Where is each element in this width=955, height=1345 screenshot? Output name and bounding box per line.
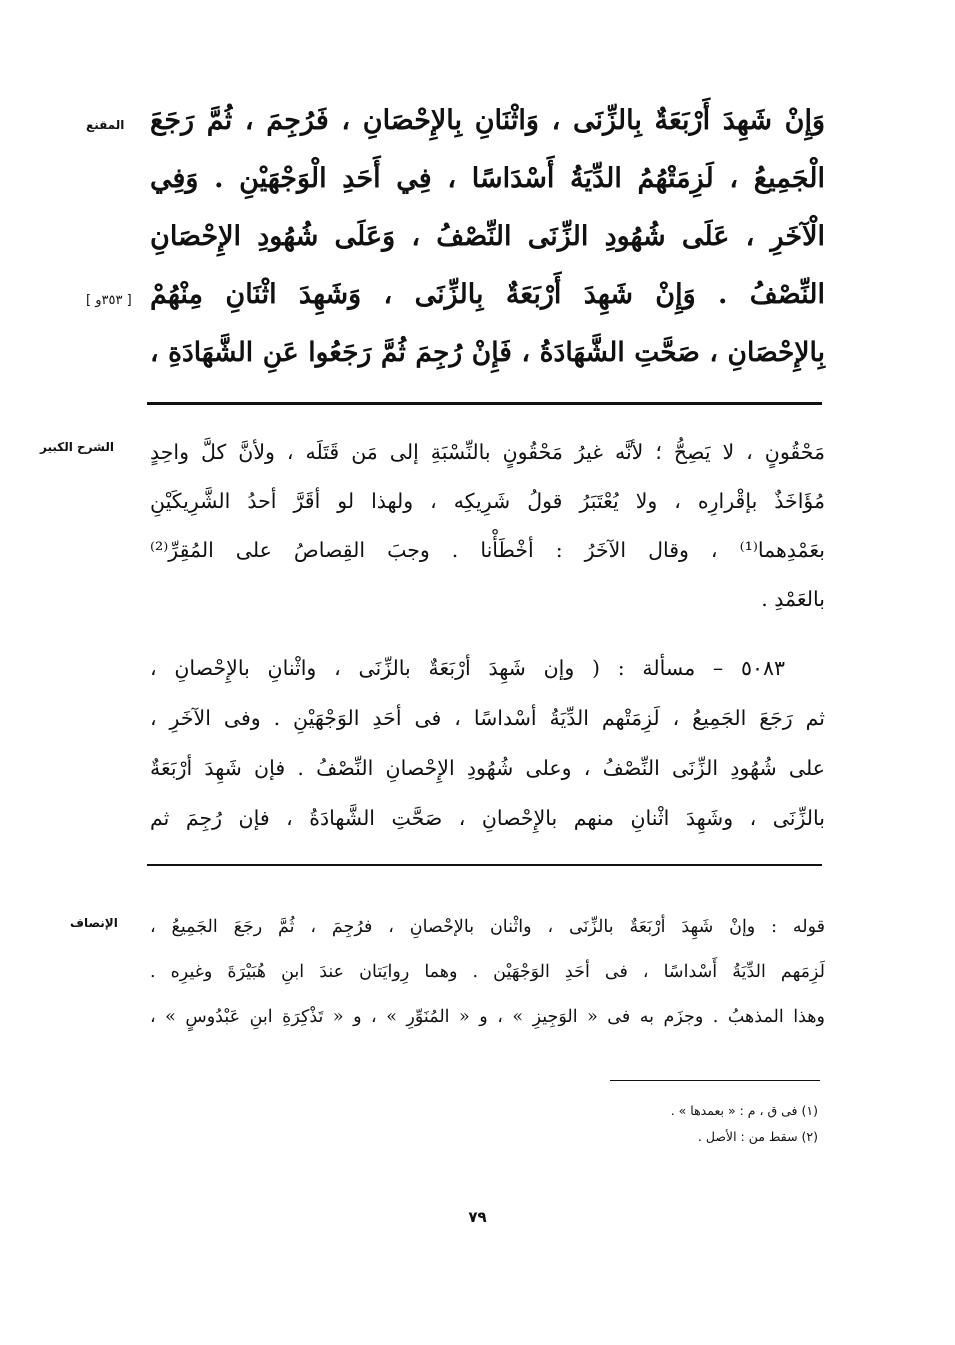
masala-line: ٥٠٨٣ – مسألة : ( وإن شَهِدَ أرْبَعَةٌ بالزِّنَى ، واثْنانِ بالإِحْصانِ ، <box>150 656 785 680</box>
masala-line: على شُهُودِ الزِّنَى النِّصْفُ ، وعلى شُهُودِ الإِحْصانِ النِّصْفُ . فإن شَهِدَ أرْبَعَةٌ <box>150 756 825 780</box>
section-divider <box>147 402 822 405</box>
muqni-line: وَإِنْ شَهِدَ أَرْبَعَةٌ بِالزِّنَى ، وَاثْنَانِ بِالإِحْصَانِ ، فَرُجِمَ ، ثُمَّ رَجَعَ <box>150 105 825 136</box>
masala-line: ثم رَجَعَ الجَمِيعُ ، لَزِمَتْهم الدِّيَةُ أسْداسًا ، فى أحَدِ الوَجْهَيْنِ . وفى الآخَرِ ، <box>150 706 825 730</box>
muqni-line: الْجَمِيعُ ، لَزِمَتْهُمُ الدِّيَةُ أَسْدَاسًا ، فِي أَحَدِ الْوَجْهَيْنِ . وَفِي <box>150 163 825 194</box>
insaf-line: وهذا المذهبُ . وجزَم به فى « الوَجِيزِ » ، و « المُنَوِّرِ » ، و « تَذْكِرَةِ ابنِ عَبْدُوسٍ » ، <box>150 1007 825 1027</box>
masala-line: بالزِّنَى ، وشَهِدَ اثْنانِ منهم بالإِحْصانِ ، صَحَّتِ الشَّهادَةُ ، فإن رُجِمَ ثم <box>150 806 825 830</box>
insaf-line: قوله : وإنْ شَهِدَ أرْبَعَةٌ بالزِّنَى ، واثْنان بالإحْصانِ ، فرُجِمَ ، ثُمَّ رجَعَ الجَمِيعُ ، <box>150 917 825 937</box>
section-label-muqni: المقنع <box>86 118 125 132</box>
section-divider <box>147 864 822 866</box>
section-label-sharh: الشرح الكبير <box>40 440 114 454</box>
footnotes <box>418 1098 818 1150</box>
muqni-line: بِالإِحْصَانِ ، صَحَّتِ الشَّهَادَةُ ، فَإِنْ رُجِمَ ثُمَّ رَجَعُوا عَنِ الشَّهَادَةِ ، <box>150 337 825 368</box>
sharh-text <box>150 428 825 624</box>
muqni-line: النِّصْفُ . وَإِنْ شَهِدَ أَرْبَعَةٌ بِالزِّنَى ، وَشَهِدَ اثْنَانِ مِنْهُمْ <box>150 279 825 310</box>
sharh-line: بعَمْدِهما⁽¹⁾ ، وقال الآخَرُ : أخْطَأْنا . وجبَ القِصاصُ على المُقِرِّ⁽²⁾ <box>150 538 825 562</box>
sharh-line: مَحْقُونٍ ، لا يَصِحُّ ؛ لأنَّه غيرُ مَحْقُونٍ بالنِّسْبَةِ إلى مَن قَتَلَه ، ولأنَّ كلَّ واحِدٍ <box>150 440 825 464</box>
page-number: ٧٩ <box>468 1208 487 1226</box>
muqni-line: الْآخَرِ ، عَلَى شُهُودِ الزِّنَى النِّصْفُ ، وَعَلَى شُهُودِ الإِحْصَانِ <box>150 221 825 252</box>
footnote: (١) فى ق ، م : « بعمدها » . <box>670 1103 818 1118</box>
insaf-text <box>150 905 825 1040</box>
footnote-separator <box>610 1080 820 1081</box>
insaf-line: لَزِمَهم الدِّيَةُ أَسْداسًا ، فى أحَدِ الوَجْهَيْن . وهما رِوايَتان عندَ ابنِ هُبَيْرَةَ وغيرِه . <box>150 962 825 982</box>
margin-folio-reference: [ ٣٥٣و ] <box>86 293 132 308</box>
sharh-line: بالعَمْدِ . <box>761 587 825 611</box>
section-label-insaf: الإنصاف <box>70 916 118 930</box>
masala-text <box>150 643 825 843</box>
sharh-line: مُؤَاخَذٌ بإقْرارِه ، ولا يُعْتَبَرُ قولُ شَرِيكِه ، ولهذا لو أقَرَّ أحدُ الشَّرِيكَيْنِ <box>150 489 825 513</box>
muqni-text <box>150 92 825 382</box>
footnote: (٢) سقط من : الأصل . <box>697 1129 818 1144</box>
